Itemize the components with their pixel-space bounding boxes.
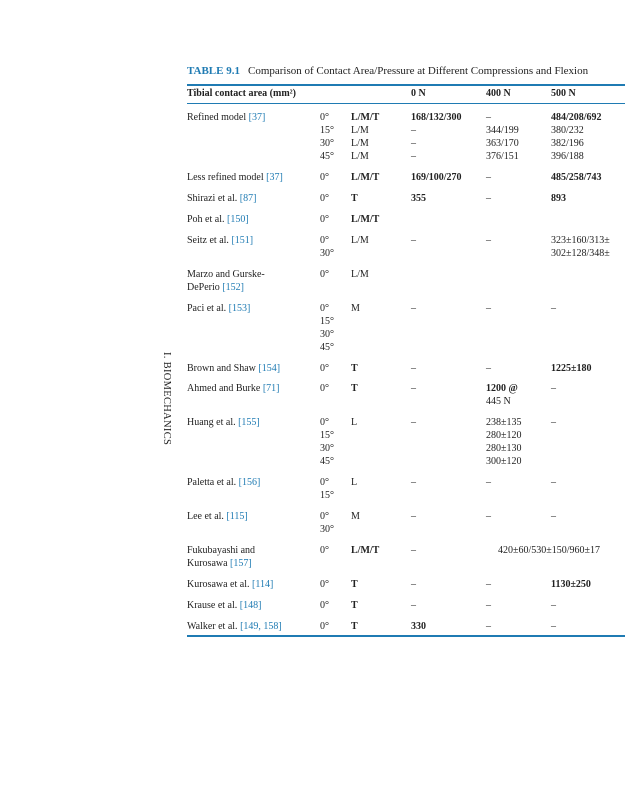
table-caption xyxy=(187,65,625,77)
study-name-text: Lee et al. xyxy=(187,511,227,522)
value-500n: 302±128/348± xyxy=(551,248,610,259)
value-spanning-400n-500n: 420±60/530±150/960±17 xyxy=(498,545,601,556)
study-name-text: Walker et al. xyxy=(187,621,241,632)
study-name-line1: Fukubayashi and xyxy=(187,545,256,556)
value-400n: – xyxy=(486,193,491,204)
value-0n: – xyxy=(411,138,416,149)
value-500n: 484/208/692 xyxy=(551,112,602,123)
reference-link[interactable]: [148] xyxy=(239,600,262,611)
reference-link[interactable]: [114] xyxy=(251,579,274,590)
header-500n: 500 N xyxy=(551,88,576,99)
value-400n: 280±120 xyxy=(486,430,522,441)
study-name-text: Shirazi et al. xyxy=(187,193,240,204)
flexion-angle: 45° xyxy=(320,151,334,162)
reference-link[interactable]: [151] xyxy=(231,235,254,246)
study-name-line1: Marzo and Gurske- xyxy=(187,269,265,280)
value-400n: 300±120 xyxy=(486,456,522,467)
flexion-angle: 0° xyxy=(320,621,329,632)
value-400n: 1200 @ xyxy=(486,383,518,394)
value-400n: – xyxy=(486,112,491,123)
reference-link[interactable]: [156] xyxy=(238,477,261,488)
flexion-angle: 0° xyxy=(320,511,329,522)
reference-link[interactable]: [71] xyxy=(262,383,280,394)
study-name-line2 xyxy=(187,557,255,570)
value-400n: – xyxy=(486,600,491,611)
study-name xyxy=(187,192,256,205)
flexion-angle: 0° xyxy=(320,269,329,280)
value-0n: – xyxy=(411,600,416,611)
value-0n: – xyxy=(411,545,416,556)
flexion-angle: 0° xyxy=(320,112,329,123)
study-name xyxy=(187,171,283,184)
reference-link[interactable]: [153] xyxy=(228,303,251,314)
flexion-angle: 30° xyxy=(320,443,334,454)
top-rule xyxy=(187,84,625,86)
compartment: L/M/T xyxy=(351,112,380,123)
value-400n: – xyxy=(486,621,491,632)
study-name xyxy=(187,599,261,612)
reference-link[interactable]: [157] xyxy=(230,558,252,569)
study-name xyxy=(187,544,255,570)
value-500n: – xyxy=(551,417,556,428)
flexion-angle: 30° xyxy=(320,138,334,149)
value-0n: 169/100/270 xyxy=(411,172,462,183)
value-400n: 445 N xyxy=(486,396,511,407)
study-name xyxy=(187,362,280,375)
value-500n: 380/232 xyxy=(551,125,584,136)
compartment: M xyxy=(351,511,360,522)
reference-link[interactable]: [149, 158] xyxy=(240,621,282,632)
study-name xyxy=(187,268,265,294)
compartment: T xyxy=(351,363,358,374)
value-500n: 893 xyxy=(551,193,566,204)
flexion-angle: 0° xyxy=(320,193,329,204)
compartment: T xyxy=(351,383,358,394)
flexion-angle: 45° xyxy=(320,456,334,467)
value-500n: – xyxy=(551,477,556,488)
compartment: T xyxy=(351,579,358,590)
flexion-angle: 0° xyxy=(320,417,329,428)
compartment: L xyxy=(351,417,358,428)
value-400n: – xyxy=(486,511,491,522)
study-name-text: Paci et al. xyxy=(187,303,229,314)
reference-link[interactable]: [37] xyxy=(266,172,283,183)
flexion-angle: 0° xyxy=(320,600,329,611)
study-name-text: Seitz et al. xyxy=(187,235,232,246)
compartment: L/M xyxy=(351,125,369,136)
value-500n: 485/258/743 xyxy=(551,172,602,183)
study-name-text: Refined model xyxy=(187,112,249,123)
value-500n: 323±160/313± xyxy=(551,235,610,246)
value-0n: – xyxy=(411,303,416,314)
flexion-angle: 30° xyxy=(320,248,334,259)
table-title: Comparison of Contact Area/Pressure at Different Compressions and Flexion xyxy=(247,65,589,77)
flexion-angle: 0° xyxy=(320,172,329,183)
header-rule xyxy=(187,103,625,104)
flexion-angle: 0° xyxy=(320,579,329,590)
flexion-angle: 0° xyxy=(320,235,329,246)
reference-link[interactable]: [154] xyxy=(258,363,281,374)
value-400n: – xyxy=(486,477,491,488)
flexion-angle: 30° xyxy=(320,524,334,535)
compartment: L/M xyxy=(351,235,369,246)
study-name-text: Paletta et al. xyxy=(187,477,239,488)
value-500n: – xyxy=(551,621,556,632)
value-400n: 376/151 xyxy=(486,151,519,162)
reference-link[interactable]: [150] xyxy=(227,214,249,225)
value-500n: – xyxy=(551,383,556,394)
value-0n: – xyxy=(411,235,416,246)
header-tibial-contact-area: Tibial contact area (mm²) xyxy=(187,88,296,99)
flexion-angle: 15° xyxy=(320,316,334,327)
flexion-angle: 0° xyxy=(320,545,329,556)
study-name xyxy=(187,510,248,523)
value-400n: 363/170 xyxy=(486,138,519,149)
study-name-text: Poh et al. xyxy=(187,214,227,225)
compartment: M xyxy=(351,303,360,314)
flexion-angle: 0° xyxy=(320,303,329,314)
compartment: L/M xyxy=(351,138,369,149)
reference-link[interactable]: [115] xyxy=(226,511,248,522)
value-400n: 280±130 xyxy=(486,443,522,454)
value-0n: – xyxy=(411,417,416,428)
bottom-rule xyxy=(187,635,625,637)
value-500n: – xyxy=(551,303,556,314)
value-0n: 330 xyxy=(411,621,426,632)
flexion-angle: 0° xyxy=(320,477,329,488)
study-name-text: DePerio xyxy=(187,282,223,293)
value-0n: – xyxy=(411,151,416,162)
flexion-angle: 45° xyxy=(320,342,334,353)
value-400n: – xyxy=(486,235,491,246)
value-0n: – xyxy=(411,363,416,374)
study-name-text: Krause et al. xyxy=(187,600,240,611)
flexion-angle: 15° xyxy=(320,125,334,136)
value-500n: 1225±180 xyxy=(551,363,592,374)
study-name xyxy=(187,416,260,429)
table-label: TABLE 9.1 xyxy=(187,65,240,77)
value-0n: – xyxy=(411,477,416,488)
study-name-text: Kurosawa xyxy=(187,558,231,569)
value-400n: – xyxy=(486,579,491,590)
study-name xyxy=(187,213,249,226)
value-0n: – xyxy=(411,511,416,522)
value-500n: 1130±250 xyxy=(551,579,591,590)
header-400n: 400 N xyxy=(486,88,511,99)
reference-link[interactable]: [87] xyxy=(239,193,257,204)
running-section-label: I. BIOMECHANICS xyxy=(161,352,172,446)
study-name xyxy=(187,620,282,633)
study-name xyxy=(187,578,273,591)
study-name-text: Ahmed and Burke xyxy=(187,383,263,394)
study-name-text: Brown and Shaw xyxy=(187,363,259,374)
compartment: T xyxy=(351,621,358,632)
reference-link[interactable]: [152] xyxy=(222,282,244,293)
compartment: T xyxy=(351,193,358,204)
flexion-angle: 0° xyxy=(320,214,329,225)
flexion-angle: 15° xyxy=(320,430,334,441)
compartment: T xyxy=(351,600,358,611)
study-name xyxy=(187,476,260,489)
study-name-text: Less refined model xyxy=(187,172,267,183)
flexion-angle: 0° xyxy=(320,363,329,374)
study-name xyxy=(187,111,265,124)
header-0n: 0 N xyxy=(411,88,426,99)
value-400n: – xyxy=(486,363,491,374)
compartment: L/M xyxy=(351,269,369,280)
compartment: L xyxy=(351,477,358,488)
reference-link[interactable]: [155] xyxy=(238,417,260,428)
flexion-angle: 30° xyxy=(320,329,334,340)
compartment: L/M/T xyxy=(351,214,380,225)
value-0n: – xyxy=(411,579,416,590)
value-0n: 355 xyxy=(411,193,426,204)
study-name-text: Huang et al. xyxy=(187,417,239,428)
study-name-text: Kurosawa et al. xyxy=(187,579,252,590)
value-0n: – xyxy=(411,125,416,136)
value-500n: 396/188 xyxy=(551,151,584,162)
value-0n: – xyxy=(411,383,416,394)
flexion-angle: 0° xyxy=(320,383,329,394)
value-500n: – xyxy=(551,511,556,522)
value-500n: – xyxy=(551,600,556,611)
flexion-angle: 15° xyxy=(320,490,334,501)
value-400n: 344/199 xyxy=(486,125,519,136)
reference-link[interactable]: [37] xyxy=(248,112,266,123)
compartment: L/M/T xyxy=(351,545,380,556)
study-name-line2 xyxy=(187,281,265,294)
study-name xyxy=(187,382,280,395)
value-400n: 238±135 xyxy=(486,417,522,428)
value-400n: – xyxy=(486,172,491,183)
study-name xyxy=(187,302,250,315)
value-500n: 382/196 xyxy=(551,138,584,149)
compartment: L/M xyxy=(351,151,369,162)
compartment: L/M/T xyxy=(351,172,380,183)
study-name xyxy=(187,234,253,247)
value-0n: 168/132/300 xyxy=(411,112,462,123)
value-400n: – xyxy=(486,303,491,314)
